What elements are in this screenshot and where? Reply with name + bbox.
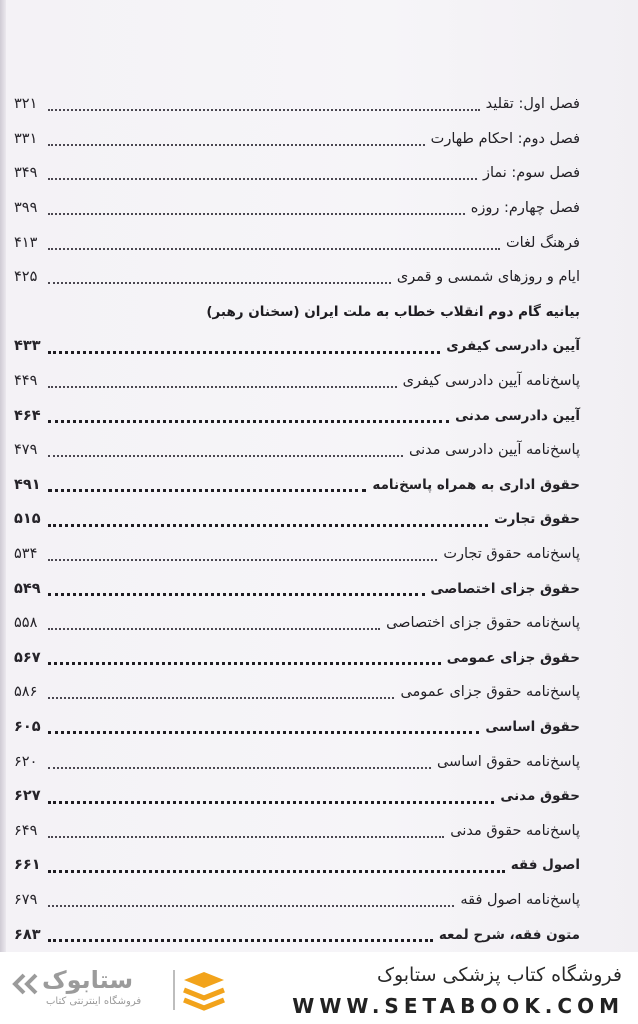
dot-leader (48, 455, 403, 457)
toc-section-heading (14, 295, 580, 330)
dot-leader (48, 489, 366, 492)
toc-page-number: ۵۱۵ (14, 511, 41, 528)
dot-leader (48, 282, 391, 284)
toc-entry (14, 122, 580, 157)
dot-leader (48, 351, 440, 354)
dot-leader (48, 524, 488, 527)
toc-entry (14, 606, 580, 641)
toc-page-number: ۵۳۴ (14, 546, 38, 563)
toc-page-number: ۳۳۱ (14, 130, 38, 147)
dot-leader (48, 144, 425, 146)
dot-leader (48, 559, 437, 561)
toc-entry-title: پاسخ‌نامه حقوق تجارت (443, 546, 580, 563)
toc-entry-title: فرهنگ لغات (505, 234, 580, 251)
toc-entry-title: فصل دوم: احکام طهارت (430, 130, 580, 147)
dot-leader (48, 836, 444, 838)
toc-entry-title: حقوق جزای اختصاصی (430, 580, 580, 597)
store-url: WWW.SETABOOK.COM (292, 994, 624, 1018)
toc-entry (14, 398, 580, 433)
dot-leader (48, 386, 397, 388)
dot-leader (48, 178, 477, 180)
toc-entry (14, 710, 580, 745)
toc-entry-title: آیین دادرسی کیفری (446, 338, 580, 355)
toc-page-number: ۴۶۴ (14, 407, 41, 424)
toc-page-number: ۶۲۰ (14, 753, 38, 770)
toc-entry-title: فصل سوم: نماز (482, 165, 580, 182)
toc-entry-title: حقوق جزای عمومی (446, 649, 580, 666)
toc-entry-title: حقوق اساسی (485, 718, 580, 735)
toc-entry (14, 364, 580, 399)
toc-entry-title: پاسخ‌نامه اصول فقه (460, 891, 580, 908)
dot-leader (48, 420, 449, 423)
toc-heading-text: بیانیه گام دوم انقلاب خطاب به ملت ایران (سخنان رهبر) (206, 303, 580, 320)
toc-entry (14, 260, 580, 295)
logo-subtitle: فروشگاه اینترنتی کتاب (46, 996, 142, 1007)
toc-page-number: ۴۳۳ (14, 338, 41, 355)
dot-leader (48, 801, 494, 804)
toc-entry-title: پاسخ‌نامه حقوق جزای اختصاصی (386, 615, 580, 632)
toc-entry-title: پاسخ‌نامه آیین دادرسی کیفری (402, 373, 580, 390)
toc-page-number: ۶۷۹ (14, 891, 38, 908)
dot-leader (48, 662, 441, 665)
toc-entry-title: پاسخ‌نامه حقوق اساسی (436, 753, 580, 770)
toc-entry (14, 779, 580, 814)
store-logo (10, 966, 230, 1016)
dot-leader (48, 697, 394, 699)
toc-page-number: ۴۲۵ (14, 269, 38, 286)
toc-entry (14, 433, 580, 468)
toc-page-number: ۵۴۹ (14, 580, 41, 597)
dot-leader (48, 109, 480, 111)
toc-entry (14, 813, 580, 848)
toc-entry-title: پاسخ‌نامه حقوق جزای عمومی (400, 684, 580, 701)
toc-entry (14, 848, 580, 883)
toc-entry-title: حقوق تجارت (494, 511, 580, 528)
toc-entry (14, 156, 580, 191)
toc-page-number: ۳۹۹ (14, 200, 38, 217)
toc-entry (14, 468, 580, 503)
toc-page-number: ۵۸۶ (14, 684, 38, 701)
table-of-contents (14, 87, 580, 952)
toc-entry (14, 191, 580, 226)
dot-leader (48, 731, 479, 734)
toc-page-number: ۶۰۵ (14, 718, 41, 735)
dot-leader (48, 213, 465, 215)
toc-page-number: ۴۱۳ (14, 234, 38, 251)
toc-entry-title: پاسخ‌نامه آیین دادرسی مدنی (409, 442, 580, 459)
toc-entry (14, 641, 580, 676)
toc-page-number: ۶۲۷ (14, 788, 41, 805)
toc-entry (14, 502, 580, 537)
toc-page-number: ۵۶۷ (14, 649, 41, 666)
toc-entry (14, 571, 580, 606)
toc-page-number: ۶۸۳ (14, 926, 41, 943)
dot-leader (48, 939, 433, 942)
toc-entry-title: اصول فقه (510, 857, 580, 874)
dot-leader (48, 870, 505, 873)
toc-page-number: ۵۵۸ (14, 615, 38, 632)
toc-entry-title: حقوق اداری به همراه پاسخ‌نامه (372, 476, 580, 493)
toc-page-number: ۶۶۱ (14, 857, 41, 874)
toc-entry-title: آیین دادرسی مدنی (455, 407, 580, 424)
toc-page-number: ۳۴۹ (14, 165, 38, 182)
toc-entry-title: پاسخ‌نامه حقوق مدنی (450, 822, 580, 839)
toc-entry (14, 917, 580, 952)
dot-leader (48, 767, 431, 769)
toc-page-number: ۴۷۹ (14, 442, 38, 459)
chevrons-icon (10, 972, 40, 996)
dot-leader (48, 905, 454, 907)
toc-entry-title: حقوق مدنی (500, 788, 580, 805)
toc-entry-title: فصل چهارم: روزه (470, 200, 580, 217)
dot-leader (48, 593, 425, 596)
logo-wordmark: ستابوک (42, 966, 134, 994)
logo-divider (173, 970, 175, 1010)
toc-entry (14, 675, 580, 710)
toc-page-number: ۴۴۹ (14, 373, 38, 390)
store-name: فروشگاه کتاب پزشکی ستابوک (376, 964, 622, 986)
toc-page-number: ۴۹۱ (14, 476, 41, 493)
toc-entry (14, 225, 580, 260)
toc-entry (14, 744, 580, 779)
toc-entry (14, 883, 580, 918)
toc-entry (14, 87, 580, 122)
dot-leader (48, 628, 380, 630)
watermark-footer (0, 952, 638, 1024)
toc-entry-title: فصل اول: تقلید (485, 96, 580, 113)
toc-entry (14, 329, 580, 364)
book-stack-icon (182, 970, 226, 1012)
toc-entry (14, 537, 580, 572)
toc-entry-title: متون فقه، شرح لمعه (438, 926, 580, 943)
toc-entry-title: ایام و روزهای شمسی و قمری (396, 269, 580, 286)
toc-page-number: ۳۲۱ (14, 96, 38, 113)
toc-page-number: ۶۴۹ (14, 822, 38, 839)
dot-leader (48, 248, 500, 250)
